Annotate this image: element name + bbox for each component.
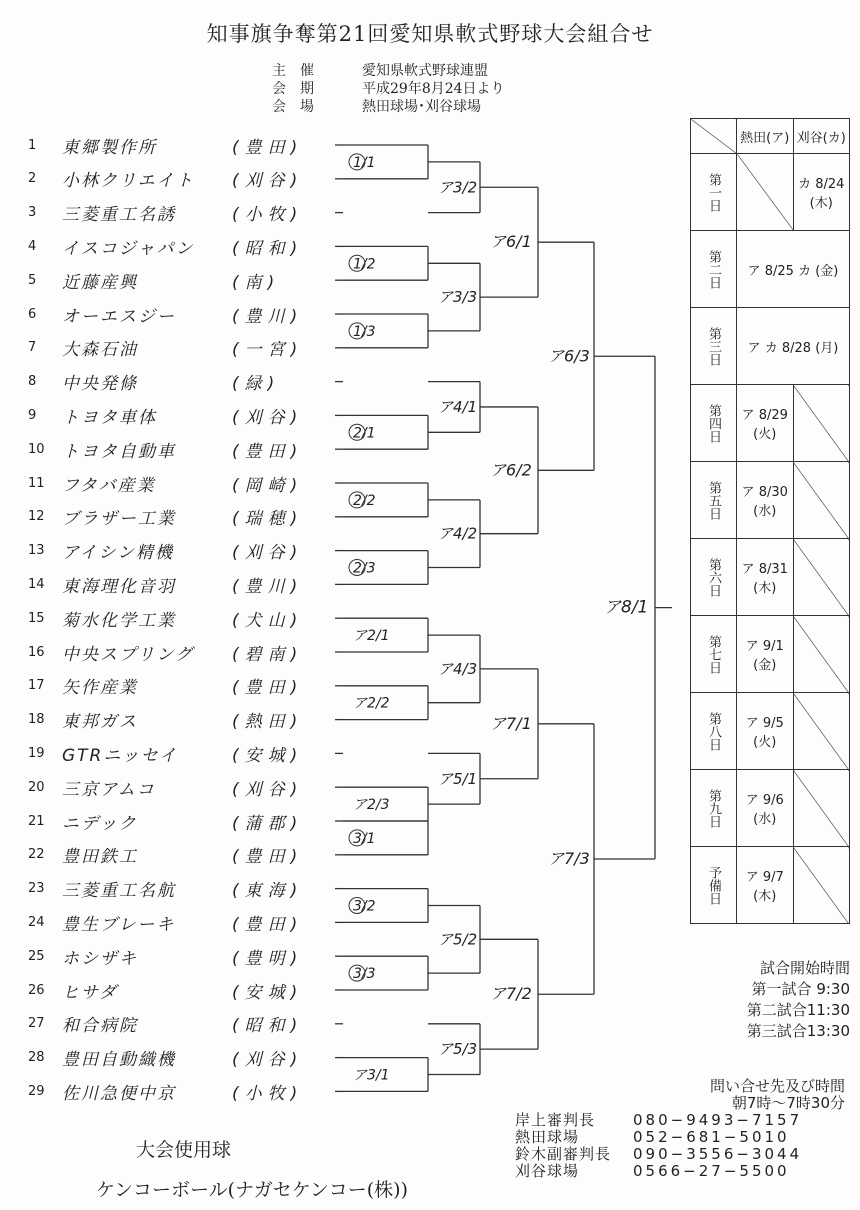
round3-date: ア6/2 [490,460,532,480]
schedule-day-label: 第七日 [691,616,737,693]
team-name: 小林クリエイト [62,171,195,192]
team-city: (豊川) [232,306,304,327]
team-name: 佐川急便中京 [62,1083,176,1104]
round1-date: 3/3 [353,966,376,983]
schedule-kariya-cell [793,770,850,847]
team-city: (犬山) [232,610,304,631]
team-number: 25 [28,948,45,964]
round1-date: ア2/2 [353,695,390,712]
round1-date: 3/1 [353,830,376,847]
team-city: (東海) [232,881,304,902]
schedule-kariya-cell [793,462,850,539]
page-title: 知事旗争奪第21回愛知県軟式野球大会組合せ [206,22,654,46]
ball-title: 大会使用球 [136,1139,232,1161]
info-venue: 会場 熱田球場･刈谷球場 [272,99,481,115]
round1-date: ア2/3 [353,797,390,814]
team-name: フタバ産業 [62,475,156,496]
team-number: 16 [28,644,45,660]
team-city: (豊川) [232,576,304,597]
round3-date: ア7/2 [490,984,532,1004]
team-number: 5 [28,272,37,288]
team-name: 三菱重工名航 [62,881,176,902]
start-time-1: 第一試合 9:30 [751,980,850,998]
team-name: イスコジャパン [62,238,195,259]
team-number: 18 [28,712,45,728]
schedule-day-row [691,847,850,924]
contact-row: 鈴木副審判長 090−3556−3044 [515,1145,803,1163]
contact-row: 岸上審判長 080−9493−7157 [515,1111,803,1129]
team-name: トヨタ車体 [62,407,157,428]
schedule-atsuta-cell [737,154,794,231]
schedule-day-row [691,539,850,616]
team-number: 7 [28,340,37,356]
team-city: (安城) [232,745,304,766]
schedule-day-label: 第六日 [691,539,737,616]
team-name: 三京アムコ [62,779,156,800]
schedule-kariya-cell [793,539,850,616]
team-name: 和合病院 [62,1016,138,1037]
team-number: 2 [28,171,37,187]
schedule-both-fields: ア カ 8/28 (月) [737,308,850,385]
schedule-day-label: 第八日 [691,693,737,770]
team-number: 3 [28,205,37,221]
schedule-atsuta-cell: ア 8/30 (水) [737,462,794,539]
team-city: (小牧) [232,1083,304,1104]
team-city: (豊田) [232,137,304,158]
schedule-day-row [691,231,850,308]
schedule-day-label: 第一日 [691,154,737,231]
team-number: 15 [28,610,45,626]
team-number: 20 [28,779,45,795]
round4-date: ア7/3 [548,849,590,869]
schedule-day-label: 第二日 [691,231,737,308]
team-city: (豊田) [232,847,304,868]
team-number: 22 [28,847,45,863]
team-city: (熱田) [232,712,304,733]
contact-hours: 朝7時〜7時30分 [731,1094,845,1112]
round1-date: 3/2 [353,898,376,915]
team-city: (碧南) [232,644,304,665]
schedule-kariya-cell [793,693,850,770]
team-number: 28 [28,1050,45,1066]
team-number: 10 [28,441,45,457]
schedule-atsuta-cell: ア 8/29 (火) [737,385,794,462]
schedule-kariya-cell [793,385,850,462]
round2-date: ア4/1 [438,397,478,416]
team-city: (緑) [232,374,281,395]
schedule-kariya-cell [793,847,850,924]
team-city: (刈谷) [232,779,304,800]
team-city: (昭和) [232,238,304,259]
team-number: 8 [28,374,37,390]
schedule-day-row [691,462,850,539]
schedule-kariya-cell [793,616,850,693]
team-number: 24 [28,914,45,930]
round4-date: ア6/3 [548,346,590,366]
contact-title: 問い合せ先及び時間 [709,1077,845,1095]
team-number: 17 [28,678,45,694]
team-name: ニデック [62,813,138,834]
team-name: 東邦ガス [62,712,138,733]
schedule-day-row [691,693,850,770]
team-number: 27 [28,1016,45,1032]
schedule-corner [691,119,737,154]
schedule-both-fields: ア 8/25 カ (金) [737,231,850,308]
team-number: 11 [28,475,45,491]
info-period: 会期 平成29年8月24日より [272,81,505,97]
team-number: 12 [28,509,45,525]
team-name: ホシザキ [62,948,138,969]
team-city: (瑞穂) [232,509,304,530]
team-name: トヨタ自動車 [62,441,176,462]
team-city: (刈谷) [232,543,304,564]
team-number: 26 [28,982,45,998]
schedule-day-label: 第三日 [691,308,737,385]
team-number: 13 [28,543,45,559]
team-name: 近藤産興 [62,272,138,293]
team-city: (豊田) [232,678,304,699]
team-number: 21 [28,813,45,829]
team-name: GTRニッセイ [62,745,179,766]
team-name: ブラザー工業 [62,509,176,530]
round2-date: ア3/3 [438,288,478,307]
round1-date: 2/2 [353,492,376,509]
team-name: 三菱重工名誘 [62,205,176,226]
final-date: ア8/1 [604,597,649,618]
round1-date: 1/2 [353,256,376,273]
team-number: 4 [28,238,37,254]
schedule-day-row [691,385,850,462]
team-name: 東郷製作所 [62,137,157,158]
round1-date: 1/1 [353,154,376,171]
round3-date: ア6/1 [490,232,532,252]
round2-date: ア4/2 [438,524,478,543]
round1-date: ア3/1 [353,1067,390,1084]
schedule-day-label: 第五日 [691,462,737,539]
team-number: 1 [28,137,37,153]
team-name: 菊水化学工業 [62,610,176,631]
team-name: 中央スプリング [62,644,194,665]
team-city: (豊田) [232,441,304,462]
header-atsuta: 熱田(ア) [737,119,794,154]
team-name: 大森石油 [62,340,138,361]
round2-date: ア4/3 [438,659,478,678]
schedule-day-row [691,770,850,847]
schedule-table [690,118,850,924]
schedule-atsuta-cell: ア 9/5 (火) [737,693,794,770]
contact-info [515,1078,845,1180]
team-city: (刈谷) [232,407,304,428]
round2-date: ア3/2 [438,178,478,197]
team-city: (南) [232,272,281,293]
team-city: (昭和) [232,1016,304,1037]
schedule-day-row [691,154,850,231]
round2-date: ア5/2 [438,930,478,949]
round3-date: ア7/1 [490,713,532,733]
schedule-day-row [691,616,850,693]
team-city: (豊明) [232,948,304,969]
schedule-day-label: 第四日 [691,385,737,462]
team-number: 29 [28,1083,45,1099]
team-name: オーエスジー [62,306,176,327]
schedule-day-label: 第九日 [691,770,737,847]
ball-name: ケンコーボール(ナガセケンコー(株)) [96,1179,408,1201]
info-organizer: 主催 愛知県軟式野球連盟 [272,63,488,79]
team-number: 19 [28,745,45,761]
team-name: 中央発條 [62,374,138,395]
team-city: (岡崎) [232,475,304,496]
team-number: 14 [28,576,45,592]
team-name: 豊田鉄工 [62,847,138,868]
schedule-atsuta-cell: ア 9/1 (金) [737,616,794,693]
team-name: 豊生ブレーキ [62,914,176,935]
start-times-title: 試合開始時間 [759,959,850,977]
schedule-day-row [691,308,850,385]
team-number: 23 [28,881,45,897]
team-name: 矢作産業 [62,678,138,699]
round1-date: 1/3 [353,323,376,340]
round2-date: ア5/1 [438,769,478,788]
schedule-header-row [691,119,850,154]
schedule-atsuta-cell: ア 9/6 (水) [737,770,794,847]
schedule-atsuta-cell: ア 8/31 (木) [737,539,794,616]
team-city: (小牧) [232,205,304,226]
team-name: 東海理化音羽 [62,576,176,597]
contact-row: 刈谷球場 0566−27−5500 [515,1162,790,1180]
round2-date: ア5/3 [438,1040,478,1059]
start-time-2: 第二試合11:30 [746,1001,850,1019]
team-city: (刈谷) [232,171,304,192]
start-time-3: 第三試合13:30 [746,1022,850,1040]
header-kariya: 刈谷(カ) [793,119,850,154]
team-name: ヒサダ [62,982,119,1003]
official-ball [40,1130,460,1210]
team-number: 6 [28,306,37,322]
round1-date: 2/3 [353,560,376,577]
round1-date: 2/1 [353,425,376,442]
team-city: (豊田) [232,914,304,935]
team-city: (一宮) [232,340,304,361]
team-number: 9 [28,407,37,423]
start-times [700,958,850,1042]
round1-date: ア2/1 [353,628,390,645]
schedule-kariya-cell: カ 8/24 (木) [793,154,850,231]
team-city: (安城) [232,982,304,1003]
schedule-day-label: 予備日 [691,847,737,924]
schedule-atsuta-cell: ア 9/7 (木) [737,847,794,924]
team-city: (蒲郡) [232,813,304,834]
contact-row: 熱田球場 052−681−5010 [515,1128,790,1146]
team-name: 豊田自動織機 [62,1050,176,1071]
team-name: アイシン精機 [62,543,175,564]
team-city: (刈谷) [232,1050,304,1071]
